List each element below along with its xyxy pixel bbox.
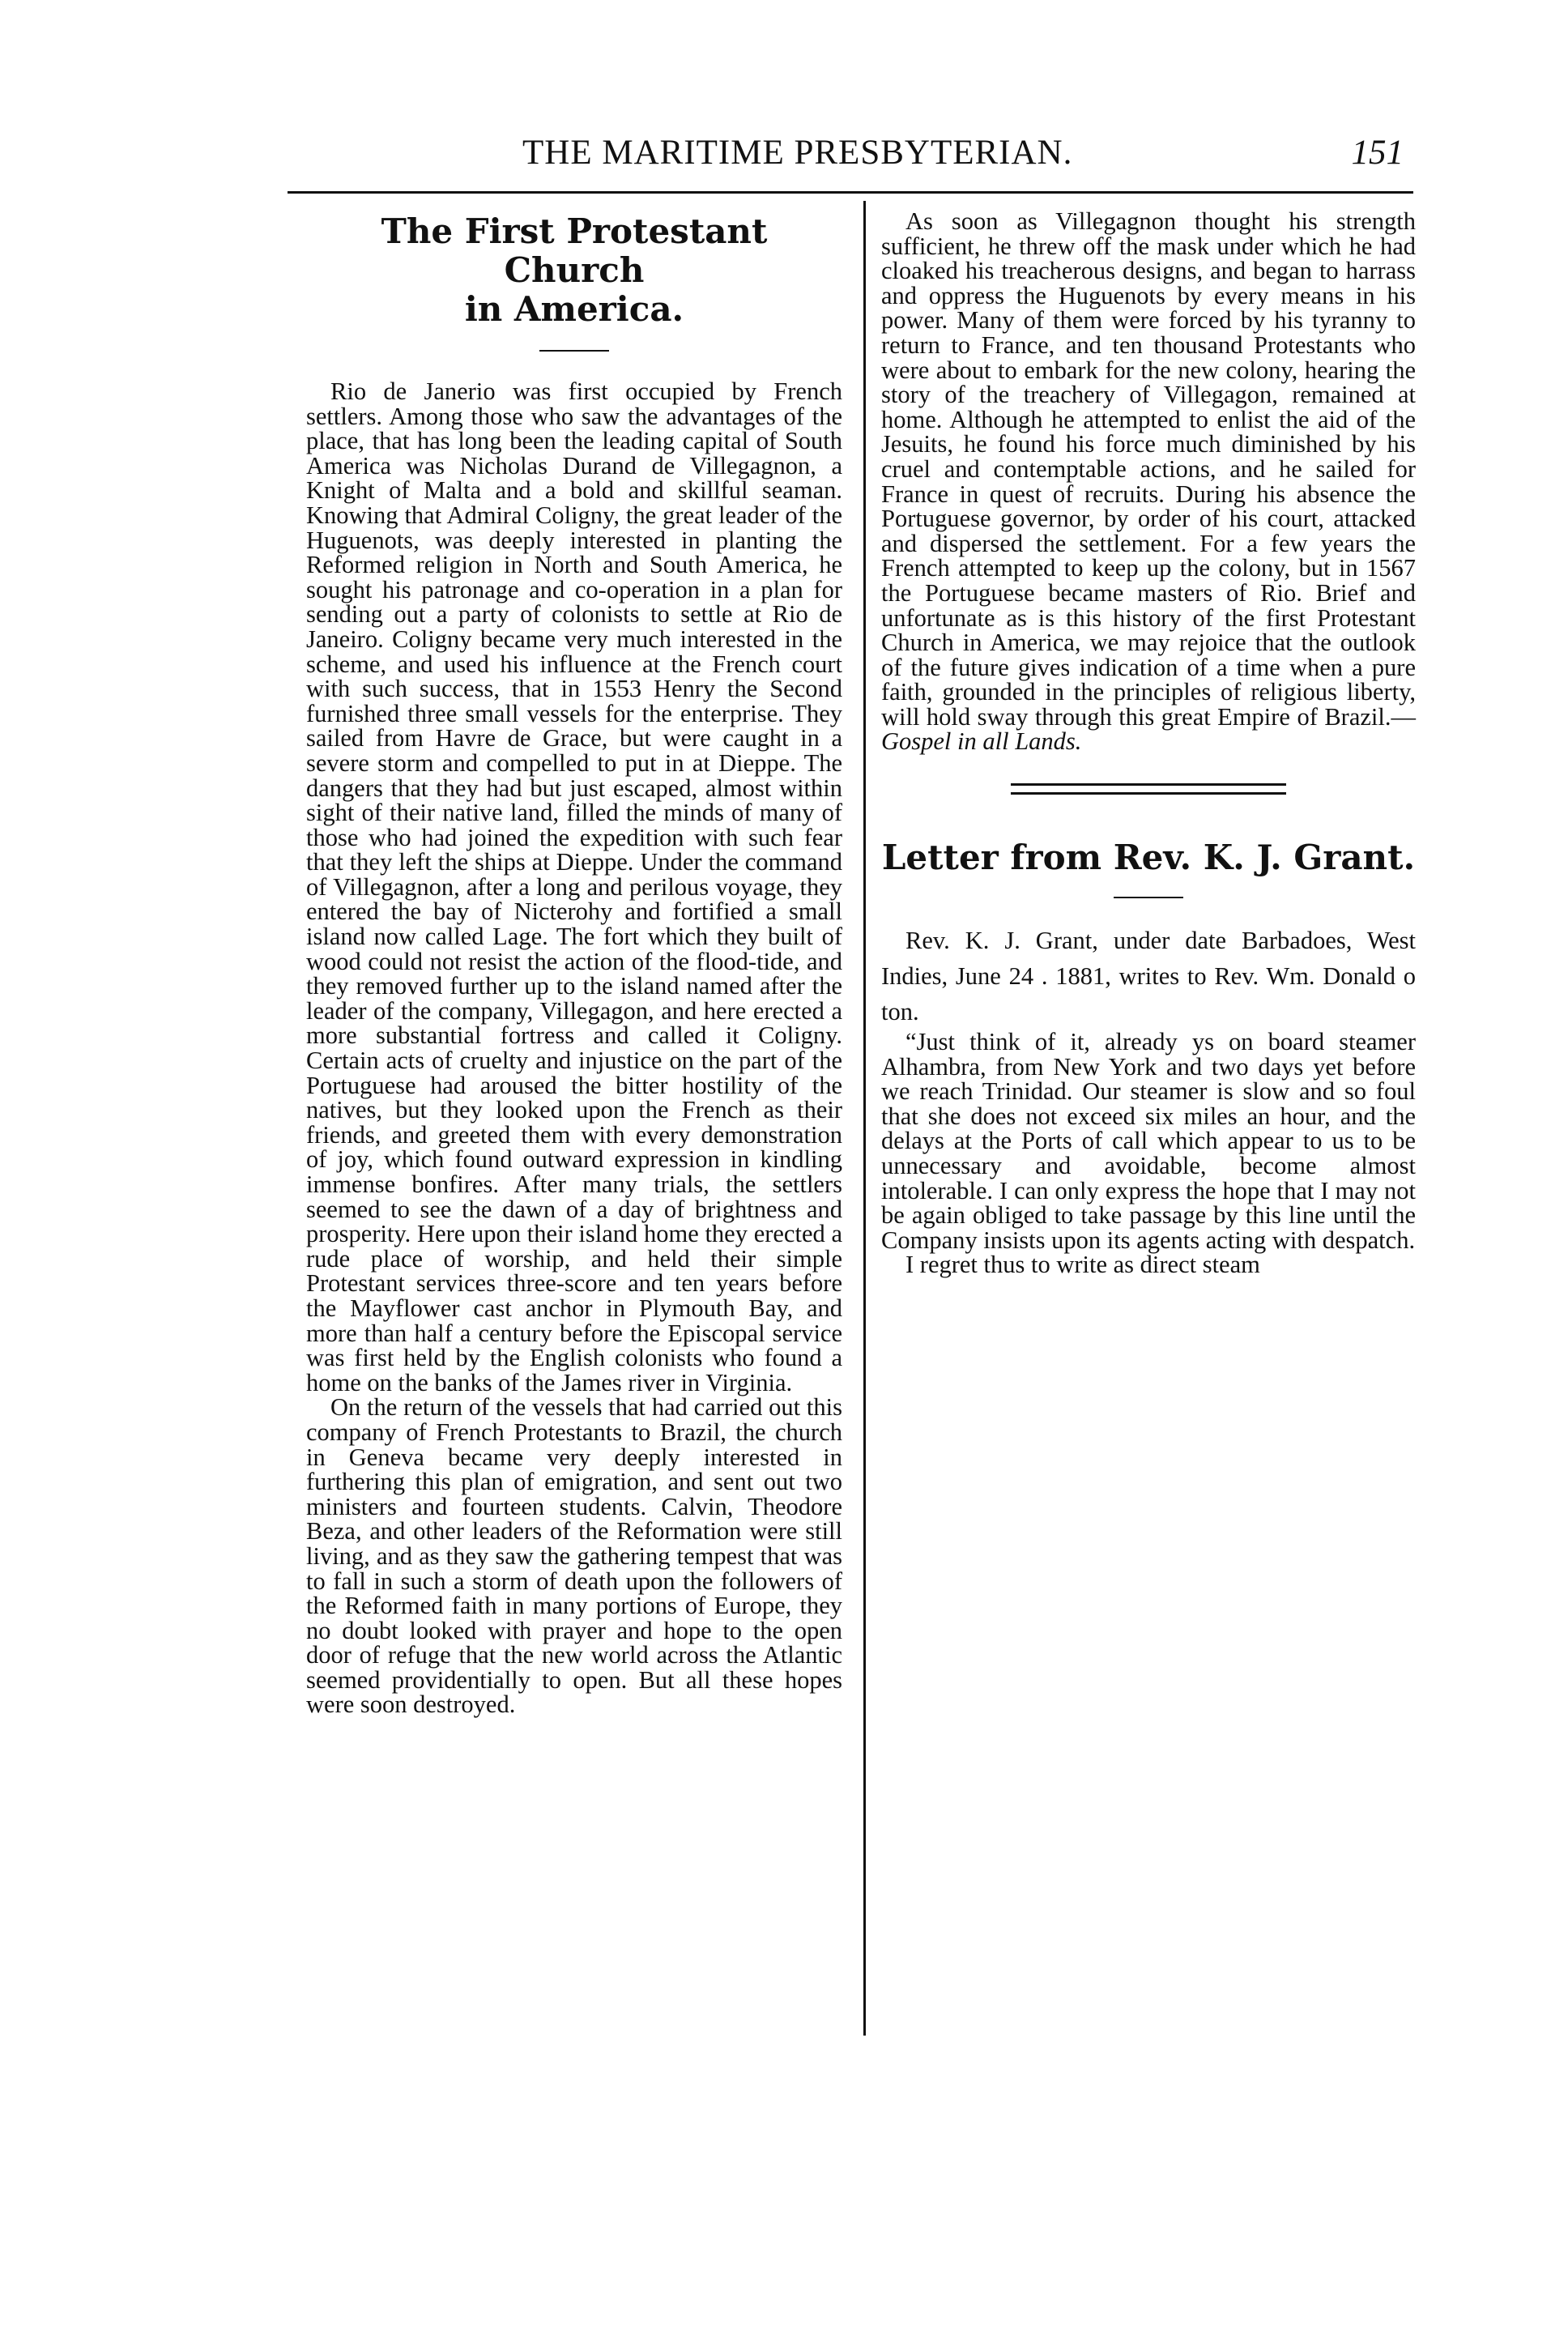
- section-divider: [1011, 783, 1286, 795]
- masthead-title: THE MARITIME PRESBYTERIAN.: [522, 134, 1073, 172]
- article-source: Gospel in all Lands.: [881, 727, 1082, 756]
- article-paragraph-3-text: As soon as Villegagnon thought his strength sufficient, he threw off the mask under which he had cloaked his treacherous designs, and began to harrass and oppress the Huguenots by every means in his power. Many of them were forced by his tyranny to return to France, and ten thousand Protestants who were about to embark for the new colony, hearing the story of the treachery of Villegagon, remained at home. Although he attempted to enlist the aid of the Jesuits, he found his force much diminished by his cruel and contemptable actions, and he sailed for France in quest of recruits. During his absence the Portuguese governor, by order of his court, attacked and dispersed the settlement. For a few years the French attempted to keep up the colony, but in 1567 the Portuguese became masters of Rio. Brief and unfortunate as is this history of the first Protestant Church in America, we may rejoice that the outlook of the future gives indication of a time when a pure faith, grounded in the principles of religious liberty, will hold sway through this great Empire of Brazil.—: [881, 207, 1416, 731]
- letter-paragraph-2: I regret thus to write as direct steam: [905, 1251, 1260, 1279]
- right-column: [881, 209, 1416, 1277]
- article-title-line-2: in America.: [464, 289, 684, 329]
- title-rule: [539, 350, 609, 352]
- letter-title: Letter from Rev. K. J. Grant.: [881, 838, 1416, 878]
- letter-title-rule: [1114, 897, 1183, 898]
- letter-paragraph-1: “Just think of it, already ys on board steamer Alhambra, from New York and two days yet before we reach Trinidad. Our steamer is slow and so foul that she does not exceed six miles an hour, and the delays at the Ports of call which appear to us to be unnecessary and avoidable, become almost intolerable. I can only express the hope that I may not be again obliged to take passage by this line until the Company insists upon its agents acting with despatch.: [881, 1028, 1416, 1254]
- page-number: 151: [1351, 134, 1404, 172]
- article-title: [306, 212, 842, 329]
- letter-intro: Rev. K. J. Grant, under date Barbadoes, West Indies, June 24 . 1881, writes to Rev. Wm. Donald o ton.: [881, 927, 1416, 1026]
- article-title-line-1: The First Protestant Church: [381, 211, 768, 290]
- column-divider: [863, 201, 866, 2036]
- left-column: [306, 209, 842, 1717]
- header-rule: [288, 191, 1413, 194]
- page-header: [288, 122, 1413, 186]
- article-paragraph-2: On the return of the vessels that had carried out this company of French Protestants to Brazil, the church in Geneva became very deeply interested in furthering this plan of emigration, and sent out two ministers and fourteen students. Calvin, Theodore Beza, and other leaders of the Reformation were still living, and as they saw the gathering tempest that was to fall in such a storm of death upon the followers of the Reformed faith in many portions of Europe, they no doubt looked with prayer and hope to the open door of refuge that the new world across the Atlantic seemed providentially to open. But all these hopes were soon destroyed.: [306, 1393, 842, 1719]
- article-paragraph-3: [881, 209, 1416, 754]
- article-paragraph-1: Rio de Janerio was first occupied by French settlers. Among those who saw the advantages of the place, that has long been the leading capital of South America was Nicholas Durand de Villegagnon, a Knight of Malta and a bold and skillful seaman. Knowing that Admiral Coligny, the great leader of the Huguenots, was deeply interested in planting the Reformed religion in North and South America, he sought his patronage and co-operation in a plan for sending out a party of colonists to settle at Rio de Janeiro. Coligny became very much interested in the scheme, and used his influence at the French court with such success, that in 1553 Henry the Second furnished three small vessels for the enterprise. They sailed from Havre de Grace, but were caught in a severe storm and compelled to put in at Dieppe. The dangers that they had but just escaped, almost within sight of their native land, filled the minds of many of those who had joined the expedition with such fear that they left the ships at Dieppe. Under the command of Villegagnon, after a long and perilous voyage, they entered the bay of Nicterohy and fortified a small island now called Lage. The fort which they built of wood could not resist the action of the flood-tide, and they removed further up to the island named after the leader of the company, Villegagon, and here erected a more substantial fortress and called it Coligny. Certain acts of cruelty and injustice on the part of the Portuguese had aroused the bitter hostility of the natives, but they looked upon the French as their friends, and greeted them with every demonstration of joy, which found outward expression in kindling immense bonfires. After many trials, the settlers seemed to see the dawn of a day of brightness and prosperity. Here upon their island home they erected a rude place of worship, and held their simple Protestant services three-score and ten years before the Mayflower cast anchor in Plymouth Bay, and more than half a century before the Episcopal service was first held by the English colonists who found a home on the banks of the James river in Virginia.: [306, 377, 842, 1396]
